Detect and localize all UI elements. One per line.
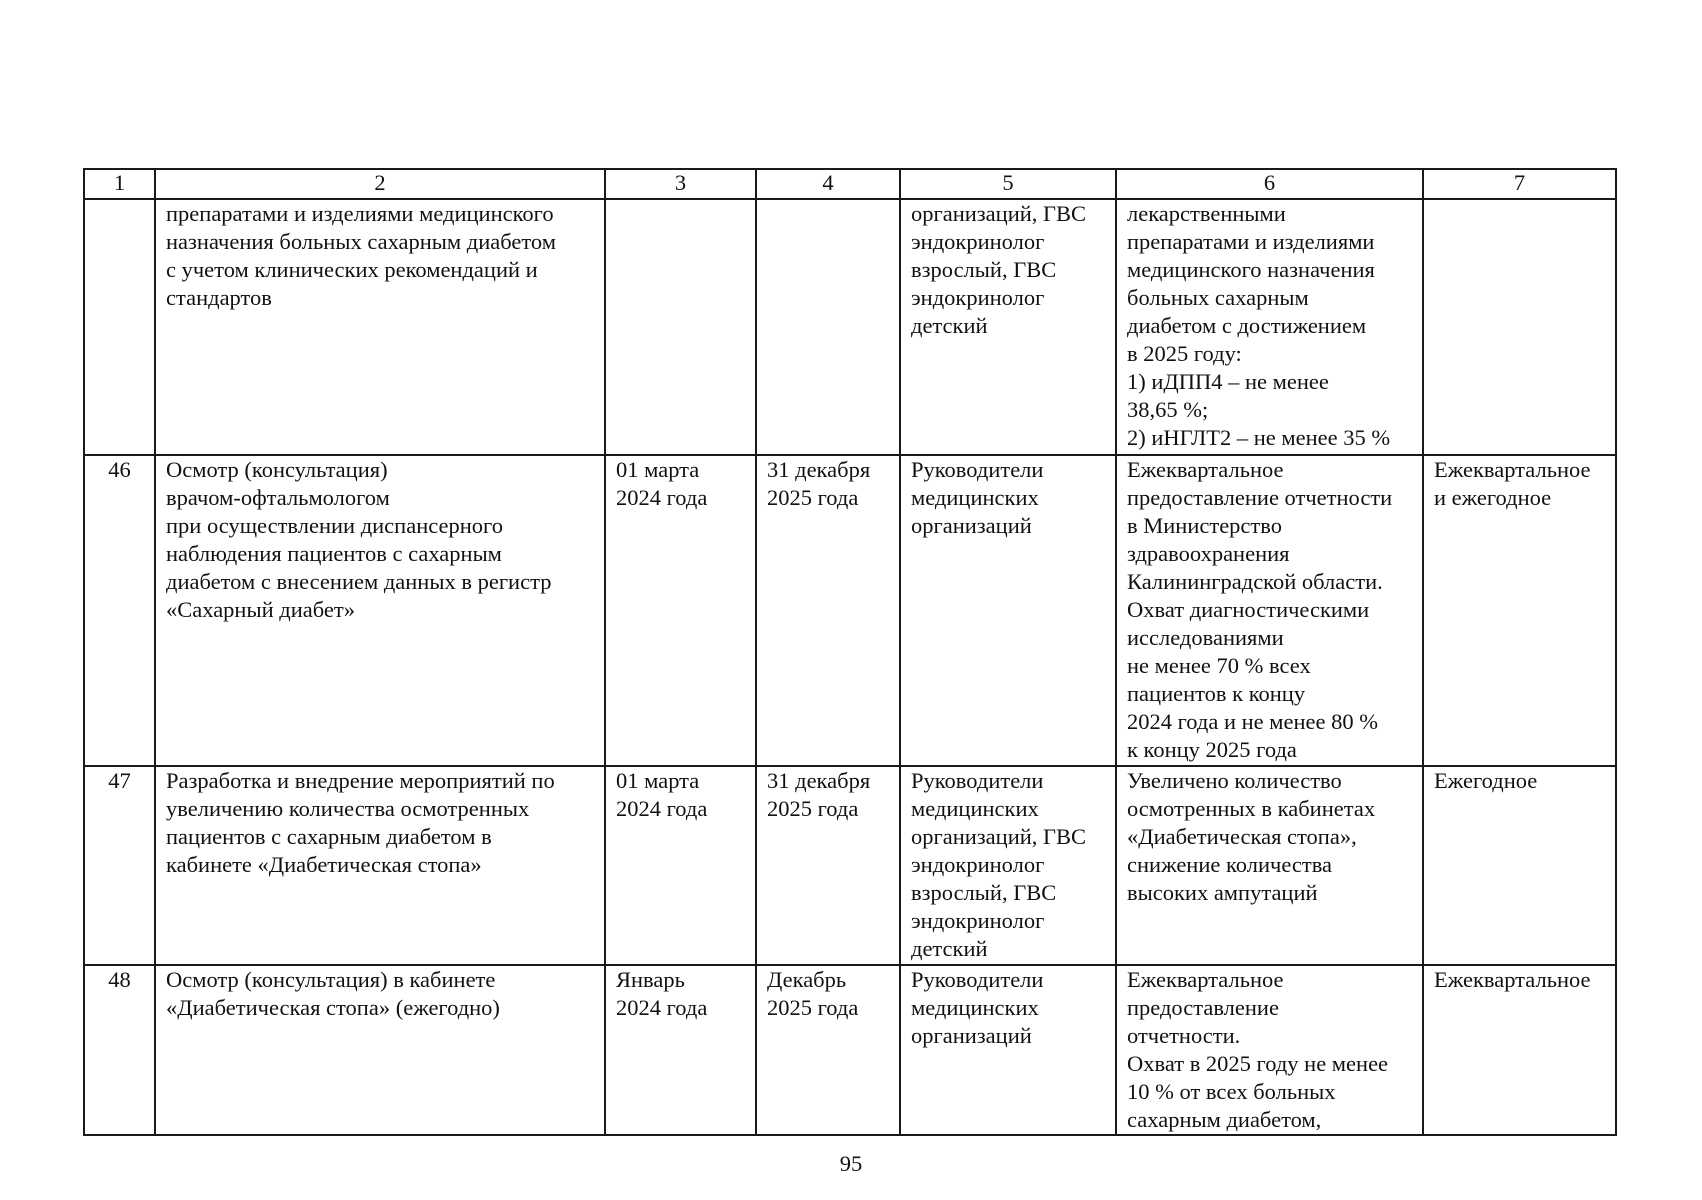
column-header: 3 bbox=[605, 169, 756, 199]
responsible-cell: организаций, ГВС эндокринолог взрослый, ГВС эндокринолог детский bbox=[900, 199, 1116, 455]
row-number bbox=[84, 199, 155, 455]
row-number: 46 bbox=[84, 455, 155, 766]
plan-table bbox=[83, 168, 1617, 1136]
table-row bbox=[84, 199, 1616, 455]
responsible-cell: Руководители медицинских организаций, ГВС эндокринолог взрослый, ГВС эндокринолог детский bbox=[900, 766, 1116, 965]
activity-cell: Осмотр (консультация) в кабинете «Диабетическая стопа» (ежегодно) bbox=[155, 965, 605, 1135]
row-number: 48 bbox=[84, 965, 155, 1135]
column-header: 2 bbox=[155, 169, 605, 199]
column-header: 1 bbox=[84, 169, 155, 199]
frequency-cell: Ежеквартальное bbox=[1423, 965, 1616, 1135]
start-date-cell: 01 марта 2024 года bbox=[605, 766, 756, 965]
responsible-cell: Руководители медицинских организаций bbox=[900, 455, 1116, 766]
end-date-cell: 31 декабря 2025 года bbox=[756, 766, 900, 965]
result-cell: Ежеквартальное предоставление отчетности в Министерство здравоохранения Калининградской области. Охват диагностическими исследованиями не менее 70 % всех пациентов к концу 2024 года и не менее 80 % к концу 2025 года bbox=[1116, 455, 1423, 766]
table-row bbox=[84, 455, 1616, 766]
start-date-cell: 01 марта 2024 года bbox=[605, 455, 756, 766]
start-date-cell: Январь 2024 года bbox=[605, 965, 756, 1135]
column-header: 4 bbox=[756, 169, 900, 199]
responsible-cell: Руководители медицинских организаций bbox=[900, 965, 1116, 1135]
activity-cell: Разработка и внедрение мероприятий по увеличению количества осмотренных пациентов с сахарным диабетом в кабинете «Диабетическая стопа» bbox=[155, 766, 605, 965]
column-header: 6 bbox=[1116, 169, 1423, 199]
frequency-cell: Ежеквартальное и ежегодное bbox=[1423, 455, 1616, 766]
header-row bbox=[84, 169, 1616, 199]
table-row bbox=[84, 766, 1616, 965]
frequency-cell: Ежегодное bbox=[1423, 766, 1616, 965]
end-date-cell bbox=[756, 199, 900, 455]
end-date-cell: Декабрь 2025 года bbox=[756, 965, 900, 1135]
result-cell: лекарственными препаратами и изделиями медицинского назначения больных сахарным диабетом с достижением в 2025 году: 1) иДПП4 – не менее 38,65 %; 2) иНГЛТ2 – не менее 35 % bbox=[1116, 199, 1423, 455]
table-row bbox=[84, 965, 1616, 1135]
frequency-cell bbox=[1423, 199, 1616, 455]
column-header: 5 bbox=[900, 169, 1116, 199]
result-cell: Ежеквартальное предоставление отчетности. Охват в 2025 году не менее 10 % от всех больных сахарным диабетом, bbox=[1116, 965, 1423, 1135]
page-number: 95 bbox=[839, 1151, 863, 1176]
end-date-cell: 31 декабря 2025 года bbox=[756, 455, 900, 766]
result-cell: Увеличено количество осмотренных в кабинетах «Диабетическая стопа», снижение количества высоких ампутаций bbox=[1116, 766, 1423, 965]
column-header: 7 bbox=[1423, 169, 1616, 199]
start-date-cell bbox=[605, 199, 756, 455]
activity-cell: Осмотр (консультация) врачом-офтальмологом при осуществлении диспансерного наблюдения пациентов с сахарным диабетом с внесением данных в регистр «Сахарный диабет» bbox=[155, 455, 605, 766]
row-number: 47 bbox=[84, 766, 155, 965]
activity-cell: препаратами и изделиями медицинского назначения больных сахарным диабетом с учетом клинических рекомендаций и стандартов bbox=[155, 199, 605, 455]
